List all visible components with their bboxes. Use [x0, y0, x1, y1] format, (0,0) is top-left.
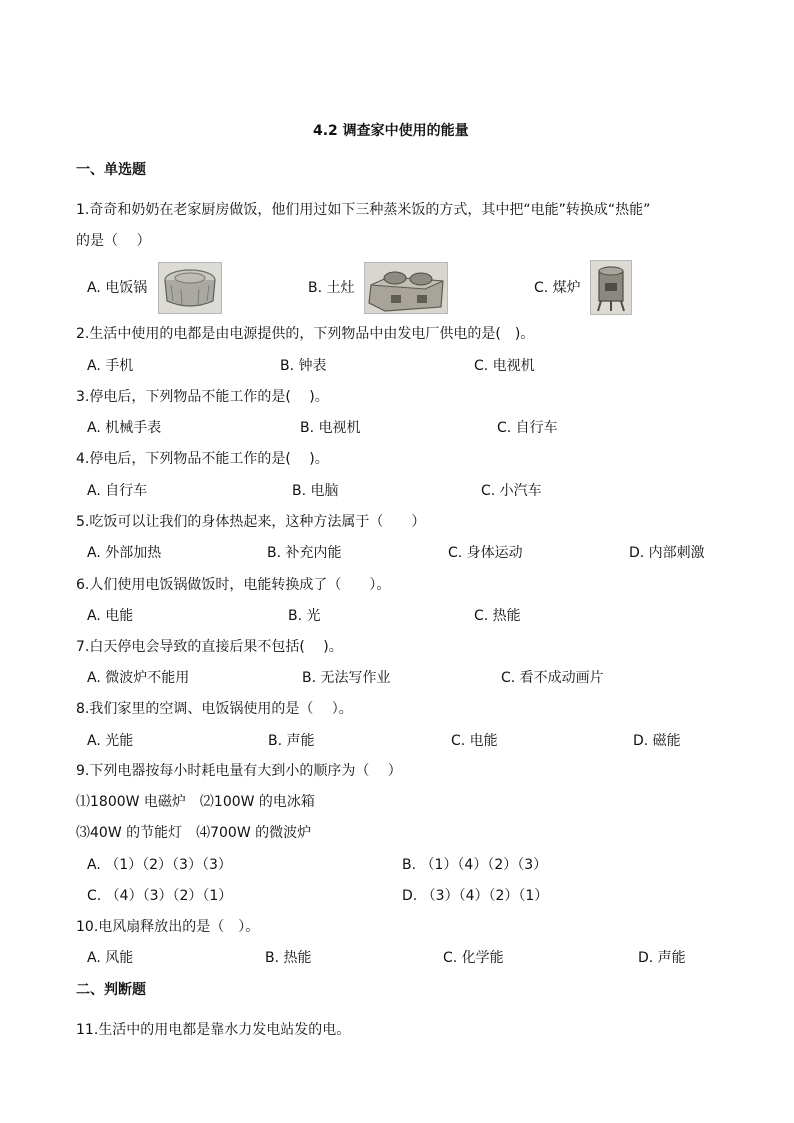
question-9-items-1: ⑴1800W 电磁炉 ⑵100W 的电冰箱 [76, 794, 315, 810]
question-5: 5.吃饭可以让我们的身体热起来，这种方法属于（ ） [76, 514, 426, 530]
q3-option-a[interactable]: A. 机械手表 [87, 420, 162, 436]
question-11: 11.生活中的用电都是靠水力发电站发的电。 [76, 1022, 351, 1038]
q1-option-b[interactable]: B. 土灶 [308, 280, 355, 296]
q4-option-a[interactable]: A. 自行车 [87, 483, 148, 499]
q2-option-c[interactable]: C. 电视机 [474, 358, 535, 374]
q1-option-a[interactable]: A. 电饭锅 [87, 280, 148, 296]
q8-option-b[interactable]: B. 声能 [268, 733, 315, 749]
q9-option-d[interactable]: D. （3）（4）（2）（1） [402, 888, 549, 904]
question-1-continued: 的是（ ） [76, 233, 151, 249]
question-4: 4.停电后，下列物品不能工作的是( )。 [76, 451, 329, 467]
q8-option-d[interactable]: D. 磁能 [633, 733, 681, 749]
q8-option-c[interactable]: C. 电能 [451, 733, 498, 749]
section-true-false: 二、判断题 [76, 982, 146, 998]
q3-option-b[interactable]: B. 电视机 [300, 420, 361, 436]
question-1: 1.奇奇和奶奶在老家厨房做饭，他们用过如下三种蒸米饭的方式，其中把“电能”转换成“热能” [76, 202, 651, 218]
q5-option-b[interactable]: B. 补充内能 [267, 545, 342, 561]
q9-option-b[interactable]: B. （1）（4）（2）（3） [402, 857, 548, 873]
q2-option-b[interactable]: B. 钟表 [280, 358, 327, 374]
q2-option-a[interactable]: A. 手机 [87, 358, 134, 374]
q5-option-a[interactable]: A. 外部加热 [87, 545, 162, 561]
question-7: 7.白天停电会导致的直接后果不包括( )。 [76, 639, 343, 655]
q6-option-a[interactable]: A. 电能 [87, 608, 134, 624]
q10-option-b[interactable]: B. 热能 [265, 950, 312, 966]
q5-option-c[interactable]: C. 身体运动 [448, 545, 523, 561]
q3-option-c[interactable]: C. 自行车 [497, 420, 558, 436]
section-single-choice: 一、单选题 [76, 162, 146, 178]
question-9-items-2: ⑶40W 的节能灯 ⑷700W 的微波炉 [76, 825, 312, 841]
rice-cooker-image [158, 262, 222, 314]
page-title: 4.2 调查家中使用的能量 [313, 123, 469, 139]
q6-option-c[interactable]: C. 热能 [474, 608, 521, 624]
q6-option-b[interactable]: B. 光 [288, 608, 321, 624]
q7-option-a[interactable]: A. 微波炉不能用 [87, 670, 190, 686]
earthen-stove-image [364, 262, 448, 314]
q4-option-c[interactable]: C. 小汽车 [481, 483, 542, 499]
q10-option-c[interactable]: C. 化学能 [443, 950, 504, 966]
question-10: 10.电风扇释放出的是（ ）。 [76, 919, 260, 935]
q1-option-c[interactable]: C. 煤炉 [534, 280, 581, 296]
q5-option-d[interactable]: D. 内部刺激 [629, 545, 705, 561]
question-9: 9.下列电器按每小时耗电量有大到小的顺序为（ ） [76, 763, 402, 779]
q10-option-a[interactable]: A. 风能 [87, 950, 134, 966]
q9-option-a[interactable]: A. （1）（2）（3）（3） [87, 857, 232, 873]
question-3: 3.停电后，下列物品不能工作的是( )。 [76, 389, 329, 405]
question-8: 8.我们家里的空调、电饭锅使用的是（ ）。 [76, 701, 353, 717]
q7-option-c[interactable]: C. 看不成动画片 [501, 670, 604, 686]
coal-stove-image [590, 260, 632, 315]
q4-option-b[interactable]: B. 电脑 [292, 483, 339, 499]
question-2: 2.生活中使用的电都是由电源提供的，下列物品中由发电厂供电的是( )。 [76, 326, 535, 342]
q10-option-d[interactable]: D. 声能 [638, 950, 686, 966]
q7-option-b[interactable]: B. 无法写作业 [302, 670, 391, 686]
q8-option-a[interactable]: A. 光能 [87, 733, 134, 749]
question-6: 6.人们使用电饭锅做饭时，电能转换成了（ ）。 [76, 577, 391, 593]
q9-option-c[interactable]: C. （4）（3）（2）（1） [87, 888, 233, 904]
